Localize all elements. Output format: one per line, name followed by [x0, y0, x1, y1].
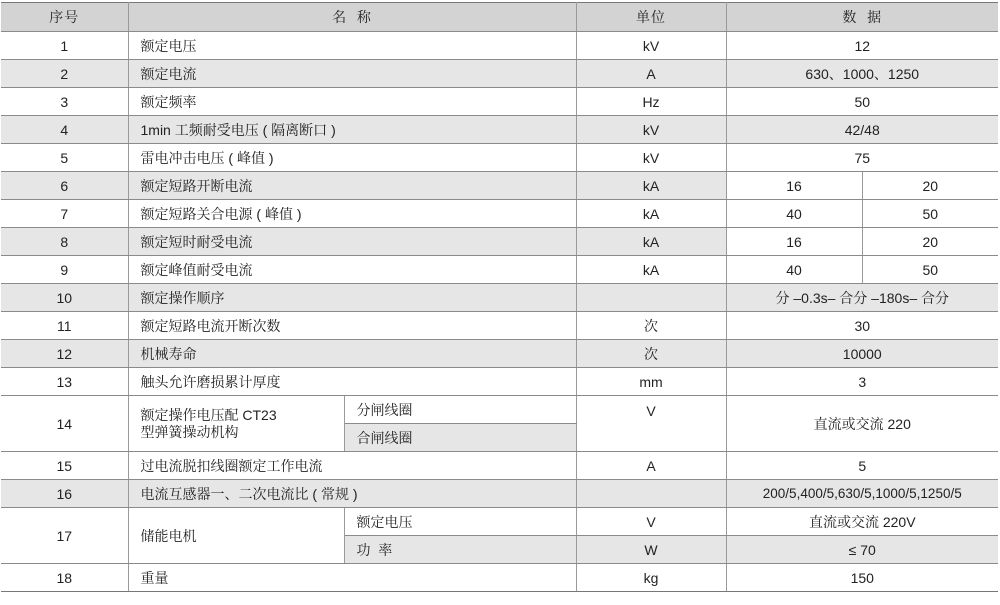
row-value-2: 20 [862, 228, 998, 256]
table-row [1, 32, 998, 60]
row-unit: 次 [576, 312, 726, 340]
row-value: 3 [726, 368, 998, 396]
header-data: 数 据 [726, 3, 998, 32]
header-unit: 单位 [576, 3, 726, 32]
row-name: 额定短时耐受电流 [128, 228, 576, 256]
row-unit [576, 284, 726, 312]
row-index: 18 [1, 564, 128, 592]
row-value: ≤ 70 [726, 536, 998, 564]
row-value-2: 50 [862, 200, 998, 228]
header-name: 名 称 [128, 3, 576, 32]
row-unit: mm [576, 368, 726, 396]
row-index: 8 [1, 228, 128, 256]
row-value: 直流或交流 220 [726, 396, 998, 452]
row-value: 42/48 [726, 116, 998, 144]
row-unit: A [576, 60, 726, 88]
row-name: 额定操作顺序 [128, 284, 576, 312]
row-name: 额定短路开断电流 [128, 172, 576, 200]
table-row [1, 172, 998, 200]
row-value-1: 40 [726, 256, 862, 284]
row-value: 200/5,400/5,630/5,1000/5,1250/5 [726, 480, 998, 508]
row-unit: kA [576, 228, 726, 256]
table-row [1, 88, 998, 116]
row-unit: W [576, 536, 726, 564]
row-index: 9 [1, 256, 128, 284]
row-name-line-1: 额定操作电压配 CT23 [140, 406, 277, 423]
row-value-2: 20 [862, 172, 998, 200]
table-header-row [1, 3, 998, 32]
row-index: 4 [1, 116, 128, 144]
row-name: 雷电冲击电压 ( 峰值 ) [128, 144, 576, 172]
row-value: 630、1000、1250 [726, 60, 998, 88]
row-name: 电流互感器一、二次电流比 ( 常规 ) [128, 480, 576, 508]
row-unit: 次 [576, 340, 726, 368]
row-subname: 额定电压 [344, 508, 576, 536]
row-value-1: 16 [726, 172, 862, 200]
row-index: 3 [1, 88, 128, 116]
row-index: 10 [1, 284, 128, 312]
row-index: 16 [1, 480, 128, 508]
row-unit: V [576, 396, 726, 452]
table-row [1, 368, 998, 396]
row-value: 5 [726, 452, 998, 480]
row-index: 5 [1, 144, 128, 172]
row-name: 额定短路电流开断次数 [128, 312, 576, 340]
table-row [1, 116, 998, 144]
row-name: 额定频率 [128, 88, 576, 116]
row-value: 50 [726, 88, 998, 116]
row-unit: kA [576, 200, 726, 228]
row-value: 分 –0.3s– 合分 –180s– 合分 [726, 284, 998, 312]
row-index: 6 [1, 172, 128, 200]
row-value-1: 40 [726, 200, 862, 228]
row-unit: kV [576, 116, 726, 144]
table-row [1, 396, 998, 424]
row-value: 12 [726, 32, 998, 60]
header-index: 序号 [1, 3, 128, 32]
row-value: 直流或交流 220V [726, 508, 998, 536]
row-name: 储能电机 [128, 508, 344, 564]
row-name: 额定峰值耐受电流 [128, 256, 576, 284]
row-unit: V [576, 508, 726, 536]
table-row [1, 564, 998, 592]
table-row [1, 228, 998, 256]
row-value: 150 [726, 564, 998, 592]
row-index: 1 [1, 32, 128, 60]
table-row [1, 144, 998, 172]
table-row [1, 60, 998, 88]
table-row [1, 508, 998, 536]
row-unit: kV [576, 144, 726, 172]
table-row [1, 340, 998, 368]
row-unit: kg [576, 564, 726, 592]
row-index: 11 [1, 312, 128, 340]
row-value-2: 50 [862, 256, 998, 284]
row-index: 2 [1, 60, 128, 88]
row-name: 过电流脱扣线圈额定工作电流 [128, 452, 576, 480]
row-index: 14 [1, 396, 128, 452]
row-subname: 分闸线圈 [344, 396, 576, 424]
row-name: 额定短路关合电源 ( 峰值 ) [128, 200, 576, 228]
row-subname: 合闸线圈 [344, 424, 576, 452]
row-name-line-2: 型弹簧操动机构 [140, 423, 239, 440]
row-value: 75 [726, 144, 998, 172]
row-index: 17 [1, 508, 128, 564]
row-name: 重量 [128, 564, 576, 592]
spec-table [1, 2, 998, 592]
table-row [1, 256, 998, 284]
row-value: 30 [726, 312, 998, 340]
row-index: 7 [1, 200, 128, 228]
row-name: 机械寿命 [128, 340, 576, 368]
row-unit: Hz [576, 88, 726, 116]
row-name [128, 396, 344, 452]
table-row [1, 480, 998, 508]
table-row [1, 284, 998, 312]
row-name: 额定电压 [128, 32, 576, 60]
row-value: 10000 [726, 340, 998, 368]
row-index: 12 [1, 340, 128, 368]
row-unit: A [576, 452, 726, 480]
row-unit: kV [576, 32, 726, 60]
row-value-1: 16 [726, 228, 862, 256]
row-unit: kA [576, 256, 726, 284]
row-name: 额定电流 [128, 60, 576, 88]
table-row [1, 200, 998, 228]
row-subname: 功 率 [344, 536, 576, 564]
row-index: 13 [1, 368, 128, 396]
row-unit [576, 480, 726, 508]
row-name: 1min 工频耐受电压 ( 隔离断口 ) [128, 116, 576, 144]
row-unit: kA [576, 172, 726, 200]
row-index: 15 [1, 452, 128, 480]
table-row [1, 452, 998, 480]
row-name: 触头允许磨损累计厚度 [128, 368, 576, 396]
table-row [1, 312, 998, 340]
